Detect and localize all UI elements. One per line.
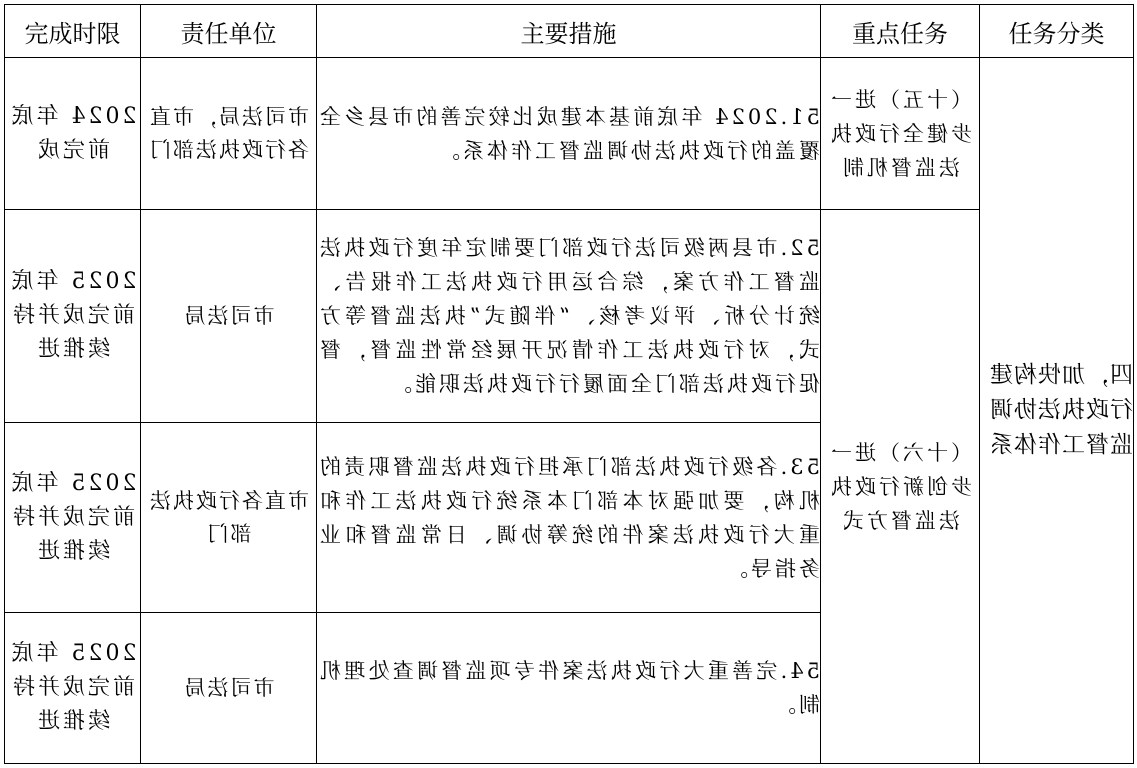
- category-cell: [980, 58, 1134, 764]
- header-deadline: [5, 5, 141, 58]
- deadline-cell: [5, 423, 141, 613]
- key-task-cell: [821, 58, 980, 210]
- measure-cell: [317, 613, 821, 764]
- header-category: [980, 5, 1134, 58]
- measure-cell: [317, 210, 821, 423]
- unit-text: 市直各行政执法部门: [148, 488, 309, 546]
- measure-cell: [317, 58, 821, 210]
- unit-cell: [141, 210, 317, 423]
- deadline-cell: [5, 210, 141, 423]
- measure-text: 51.2024 年底前基本建成比较完善的市县乡全覆盖的行政执法协调监督工作体系。: [317, 104, 820, 163]
- table-row: [5, 58, 1134, 210]
- deadline-cell: [5, 58, 141, 210]
- deadline-cell: [5, 613, 141, 764]
- deadline-text: 2025 年底前完成并持续推进: [8, 641, 137, 734]
- key-task-text: （十六）进一步创新行政执法监督方式: [828, 440, 972, 533]
- deadline-text: 2025 年底前完成并持续推进: [8, 470, 137, 564]
- deadline-text: 2024 年底前完成: [8, 103, 137, 163]
- measure-cell: [317, 423, 821, 613]
- unit-cell: [141, 613, 317, 764]
- key-task-cell: [821, 210, 980, 764]
- key-task-text: （十五）进一步健全行政执法监督机制: [828, 87, 972, 180]
- unit-cell: [141, 423, 317, 613]
- measure-text: 54.完善重大行政执法案件专项监督调查处理机制。: [317, 659, 820, 717]
- unit-cell: [141, 58, 317, 210]
- header-deadline-text: 完成时限: [24, 19, 121, 48]
- unit-text: 市司法局，市直各行政执法部门: [148, 104, 309, 162]
- header-category-text: 任务分类: [1008, 19, 1105, 48]
- unit-text: 市司法局: [182, 675, 275, 700]
- header-unit: [141, 5, 317, 58]
- header-key-task-text: 重点任务: [852, 19, 948, 48]
- measure-text: 53.各级行政执法部门承担行政执法监督职责的机构，要加强对本部门本系统行政执法工作和重大行政执法案件的统筹协调、日常监督和业务指导。: [317, 454, 820, 581]
- header-unit-text: 责任单位: [180, 19, 277, 48]
- deadline-text: 2025 年底前完成并持续推进: [8, 269, 137, 362]
- task-table: [4, 4, 1134, 764]
- table-row: [5, 210, 1134, 423]
- header-measure-text: 主要措施: [520, 19, 617, 48]
- header-measure: [317, 5, 821, 58]
- measure-text: 52.市县两级司法行政部门要制定年度行政执法监督工作方案，综合运用行政执法工作报告、统计分析、评议考核、“伴随式”执法监督等方式，对行政执法工作情况开展经常性监督，督促行政执法部门全面履行行政执法职能。: [317, 236, 820, 396]
- unit-text: 市司法局: [182, 303, 275, 328]
- category-text: 四，加快构建行政执法协调监督工作体系: [989, 362, 1133, 458]
- header-row: [5, 5, 1134, 58]
- header-key-task: [821, 5, 980, 58]
